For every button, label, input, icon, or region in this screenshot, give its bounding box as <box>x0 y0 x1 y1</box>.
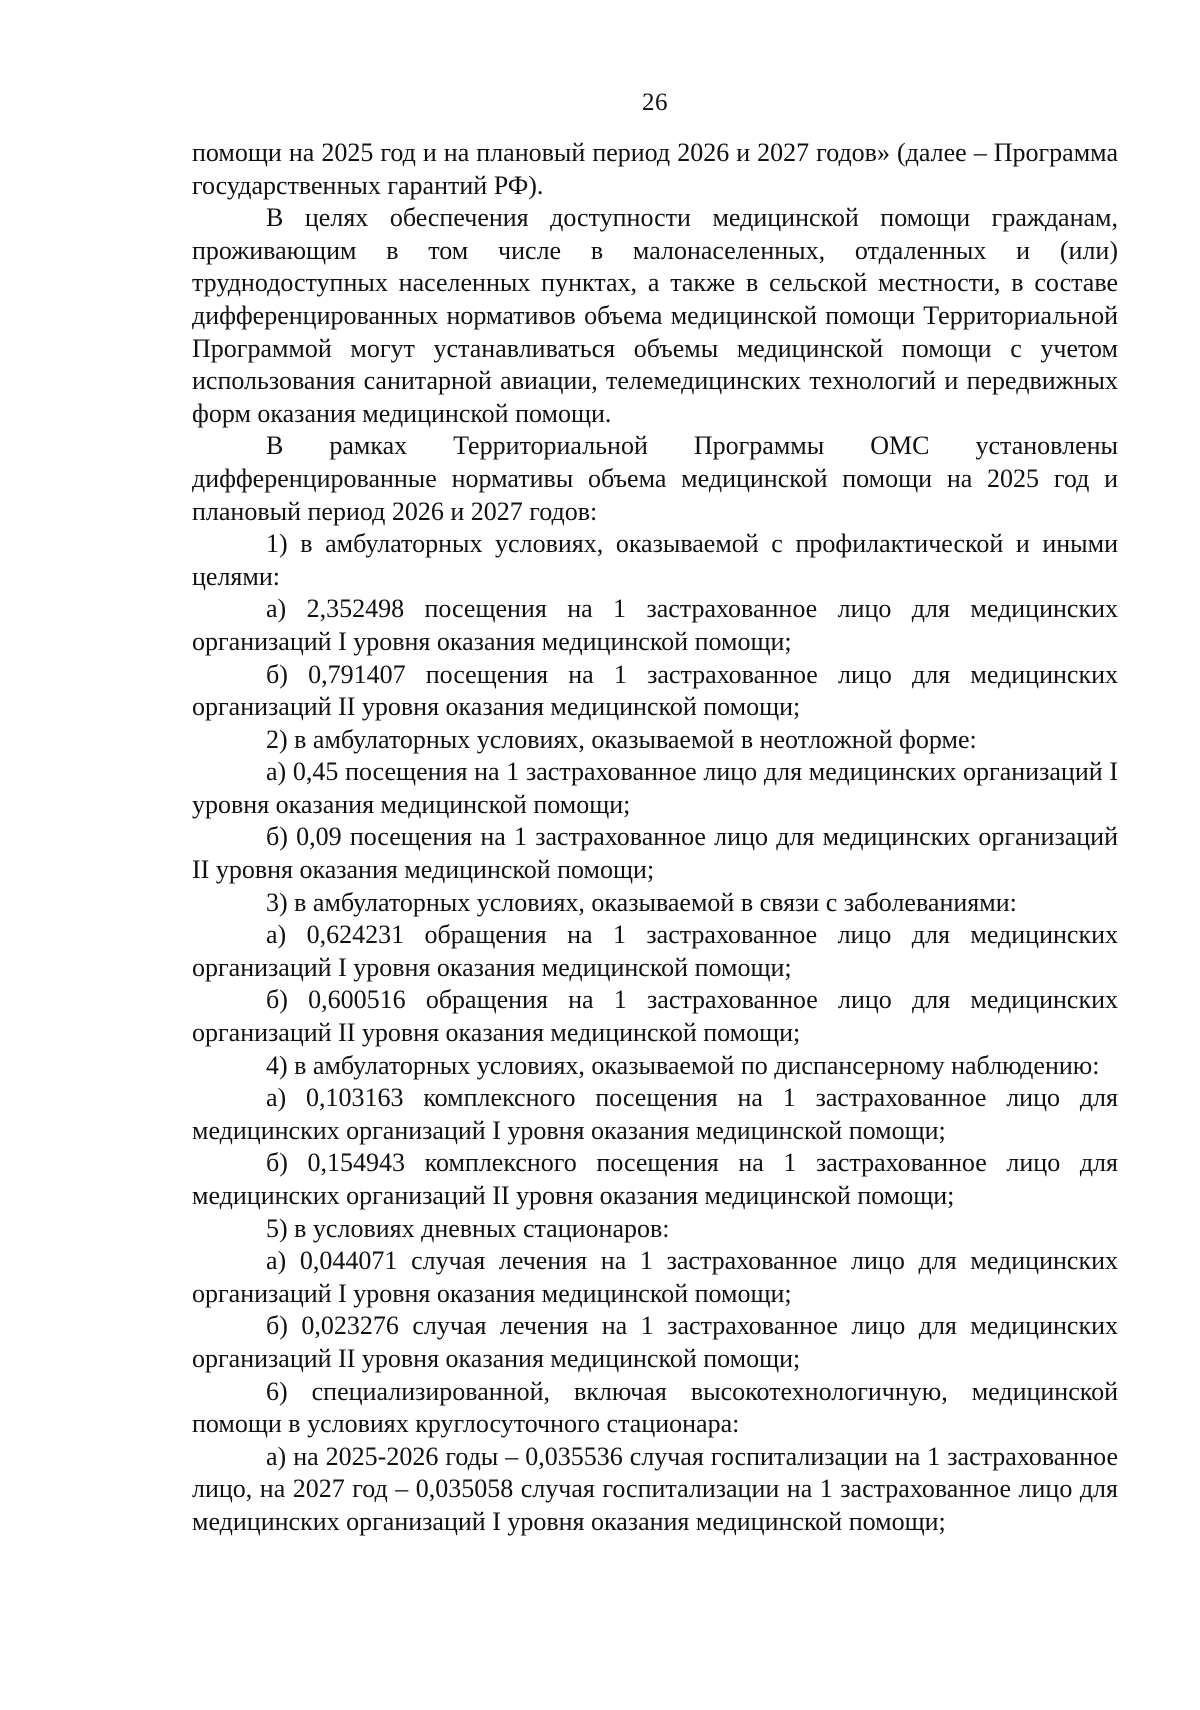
list-item-4: 4) в амбулаторных условиях, оказываемой по диспансерному наблюдению: <box>266 1050 1100 1080</box>
list-item-1a: а) 2,352498 посещения на 1 застрахованное лицо для медицинских организаций I уровня оказания медицинской помощи; <box>192 594 1118 656</box>
list-item-2a: а) 0,45 посещения на 1 застрахованное лицо для медицинских организаций I уровня оказания медицинской помощи; <box>192 757 1118 819</box>
list-item-1: 1) в амбулаторных условиях, оказываемой с профилактической и иными целями: <box>192 529 1118 591</box>
list-item-4b: б) 0,154943 комплексного посещения на 1 застрахованное лицо для медицинских организаций II уровня оказания медицинской помощи; <box>192 1148 1118 1210</box>
list-item-2: 2) в амбулаторных условиях, оказываемой в неотложной форме: <box>266 724 977 754</box>
list-item-6: 6) специализированной, включая высокотехнологичную, медицинской помощи в условиях круглосуточного стационара: <box>192 1376 1118 1439</box>
list-item-1b: б) 0,791407 посещения на 1 застрахованное лицо для медицинских организаций II уровня оказания медицинской помощи; <box>192 659 1118 722</box>
list-item-3b: б) 0,600516 обращения на 1 застрахованное лицо для медицинских организаций II уровня оказания медицинской помощи; <box>192 985 1118 1048</box>
document-body <box>192 137 1118 1539</box>
paragraph-accessibility: В целях обеспечения доступности медицинской помощи гражданам, проживающим в том числе в малонаселенных, отдаленных и (или) труднодоступных населенных пунктах, а также в сельской местности, в составе дифференцированных нормативов объема медицинской помощи Территориальной Программой могут устанавливаться объемы медицинской помощи с учетом использования санитарной авиации, телемедицинских технологий и передвижных форм оказания медицинской помощи. <box>192 203 1118 428</box>
list-item-3a: а) 0,624231 обращения на 1 застрахованное лицо для медицинских организаций I уровня оказания медицинской помощи; <box>192 920 1118 982</box>
list-item-5a: а) 0,044071 случая лечения на 1 застрахованное лицо для медицинских организаций I уровня оказания медицинской помощи; <box>192 1246 1118 1308</box>
list-item-2b: б) 0,09 посещения на 1 застрахованное лицо для медицинских организаций II уровня оказания медицинской помощи; <box>192 822 1118 885</box>
page-number: 26 <box>642 89 668 116</box>
list-item-6a: а) на 2025-2026 годы – 0,035536 случая госпитализации на 1 застрахованное лицо, на 2027 год – 0,035058 случая госпитализации на 1 застрахованное лицо для медицинских организаций I уровня оказания медицинской помощи; <box>192 1441 1118 1536</box>
paragraph-norms-intro: В рамках Территориальной Программы ОМС установлены дифференцированные нормативы объема медицинской помощи на 2025 год и плановый период 2026 и 2027 годов: <box>192 431 1118 526</box>
list-item-5: 5) в условиях дневных стационаров: <box>266 1213 670 1243</box>
paragraph-continuation: помощи на 2025 год и на плановый период 2026 и 2027 годов» (далее – Программа государственных гарантий РФ). <box>192 138 1118 200</box>
list-item-3: 3) в амбулаторных условиях, оказываемой в связи с заболеваниями: <box>266 887 1017 917</box>
list-item-5b: б) 0,023276 случая лечения на 1 застрахованное лицо для медицинских организаций II уровня оказания медицинской помощи; <box>192 1311 1118 1373</box>
list-item-4a: а) 0,103163 комплексного посещения на 1 застрахованное лицо для медицинских организаций I уровня оказания медицинской помощи; <box>192 1083 1118 1145</box>
